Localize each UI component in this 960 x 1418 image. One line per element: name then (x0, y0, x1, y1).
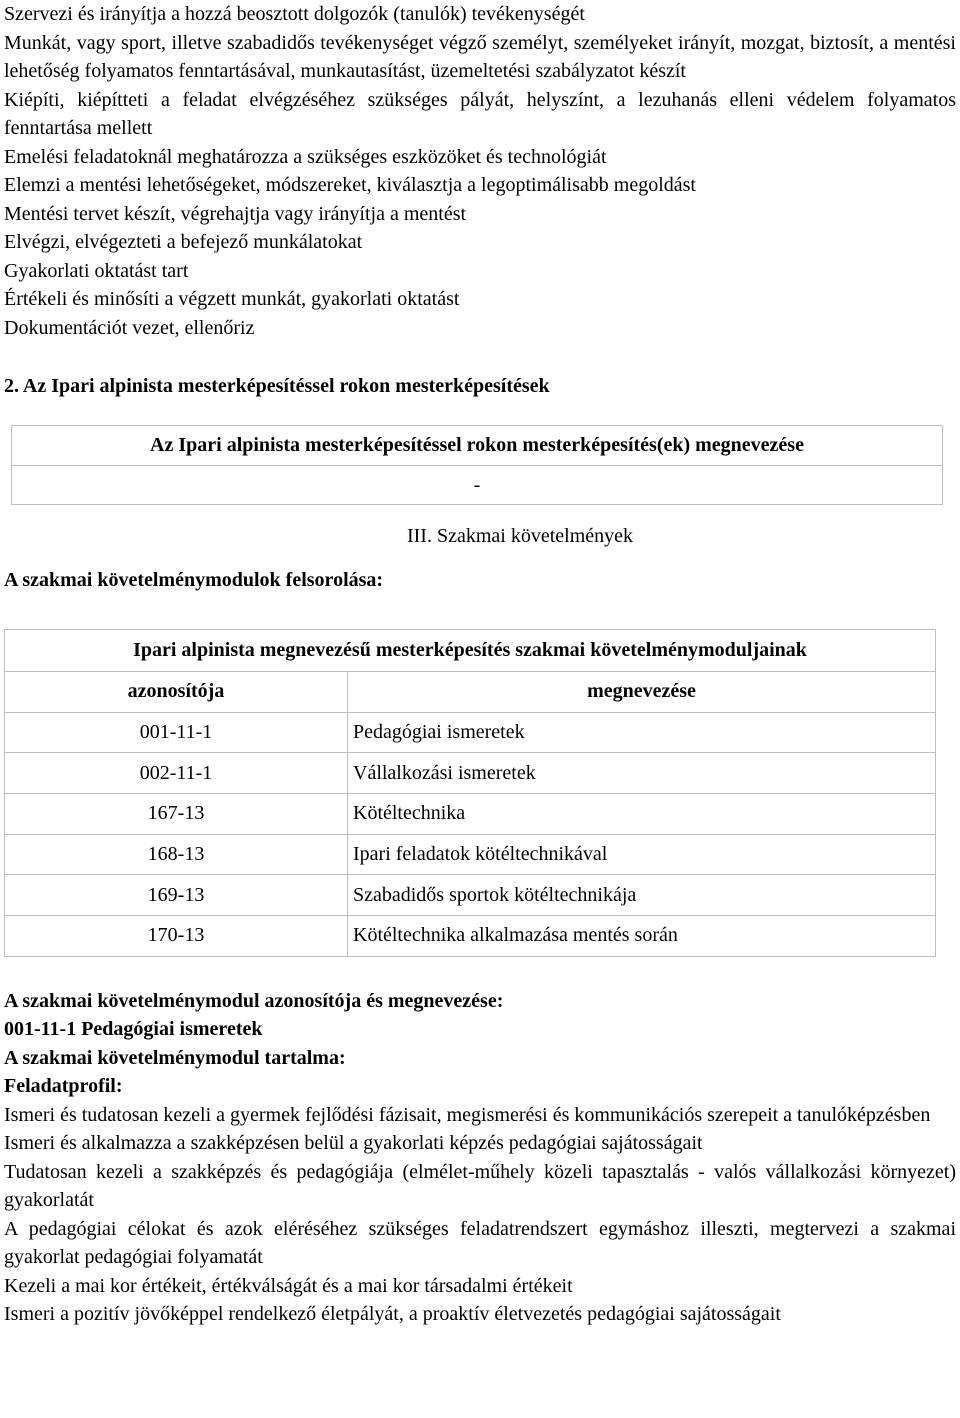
module-id-value: 001-11-1 Pedagógiai ismeretek (4, 1018, 263, 1041)
module-name: Kötéltechnika (348, 794, 936, 835)
table-row (5, 753, 936, 794)
related-table-value: - (12, 466, 943, 505)
task-line: Elemzi a mentési lehetőségeket, módszereket, kiválasztja a legoptimálisabb megoldást (4, 174, 696, 196)
task-line: Munkát, vagy sport, illetve szabadidős tevékenységet végző személyt, személyeket irányít, mozgat, biztosít, a mentési lehetőség folyamatos fenntartásával, munkautasítást, üzemeltetési szabályzatot készít (4, 31, 956, 82)
task-line: Mentési tervet készít, végrehajtja vagy irányítja a mentést (4, 202, 467, 225)
modules-col-id: azonosítója (5, 672, 348, 713)
table-row (5, 875, 936, 916)
task-line: Szervezi és irányítja a hozzá beosztott dolgozók (tanulók) tevékenységét (4, 3, 585, 25)
task-profile-label: Feladatprofil: (4, 1075, 123, 1098)
module-name: Vállalkozási ismeretek (348, 753, 936, 794)
task-line: Értékeli és minősíti a végzett munkát, gyakorlati oktatást (4, 288, 460, 310)
table-row (5, 712, 936, 753)
module-name: Szabadidős sportok kötéltechnikája (348, 875, 936, 916)
module-detail (4, 987, 956, 1329)
chapter-title: III. Szakmai követelmények (406, 525, 634, 547)
module-id: 170-13 (5, 916, 348, 957)
profile-line: Ismeri a pozitív jövőképpel rendelkező életpályát, a proaktív életvezetés pedagógiai sajátosságait (4, 1303, 781, 1326)
profile-line: Tudatosan kezeli a szakképzés és pedagógiája (elmélet-műhely közeli tapasztalás - valós vállalkozási környezet) gyakorlatát (4, 1160, 956, 1212)
module-id: 169-13 (5, 875, 348, 916)
profile-line: A pedagógiai célokat és azok eléréséhez szükséges feladatrendszert egymáshoz illeszti, megtervezi a szakmai gyakorlat pedagógiai folyamatát (4, 1217, 956, 1269)
module-name: Pedagógiai ismeretek (348, 712, 936, 753)
modules-col-name: megnevezése (348, 672, 936, 713)
module-id-label: A szakmai követelménymodul azonosítója és megnevezése: (4, 989, 504, 1012)
module-id: 002-11-1 (5, 753, 348, 794)
profile-line: Kezeli a mai kor értékeit, értékválságát és a mai kor társadalmi értékeit (4, 1274, 573, 1297)
related-qualifications-table (11, 425, 943, 505)
profile-line: Ismeri és alkalmazza a szakképzésen belül a gyakorlati képzés pedagógiai sajátosságait (4, 1132, 703, 1155)
table-row (5, 916, 936, 957)
task-line: Elvégzi, elvégezteti a befejező munkálatokat (4, 231, 363, 253)
module-name: Kötéltechnika alkalmazása mentés során (348, 916, 936, 957)
profile-line: Ismeri és tudatosan kezeli a gyermek fejlődési fázisait, megismerési és kommunikációs szerepeit a tanulóképzésben (4, 1103, 931, 1126)
module-name: Ipari feladatok kötéltechnikával (348, 834, 936, 875)
table-row (5, 834, 936, 875)
task-line: Dokumentációt vezet, ellenőriz (4, 316, 255, 339)
section-heading: 2. Az Ipari alpinista mesterképesítéssel rokon mesterképesítések (4, 375, 550, 397)
related-table-header: Az Ipari alpinista mesterképesítéssel rokon mesterképesítés(ek) megnevezése (12, 426, 943, 466)
task-line: Kiépíti, kiépítteti a feladat elvégzéséhez szükséges pályát, helyszínt, a lezuhanás elleni védelem folyamatos fenntartása mellett (4, 88, 956, 139)
table-row (5, 794, 936, 835)
module-content-label: A szakmai követelménymodul tartalma: (4, 1046, 346, 1069)
modules-table (4, 629, 936, 957)
module-id: 168-13 (5, 834, 348, 875)
task-line: Emelési feladatoknál meghatározza a szükséges eszközöket és technológiát (4, 145, 607, 168)
task-line: Gyakorlati oktatást tart (4, 259, 189, 282)
module-id: 167-13 (5, 794, 348, 835)
task-list (4, 0, 956, 342)
modules-list-title: A szakmai követelménymodulok felsorolása: (4, 569, 384, 591)
modules-table-title: Ipari alpinista megnevezésű mesterképesítés szakmai követelménymoduljainak (5, 630, 936, 672)
module-id: 001-11-1 (5, 712, 348, 753)
